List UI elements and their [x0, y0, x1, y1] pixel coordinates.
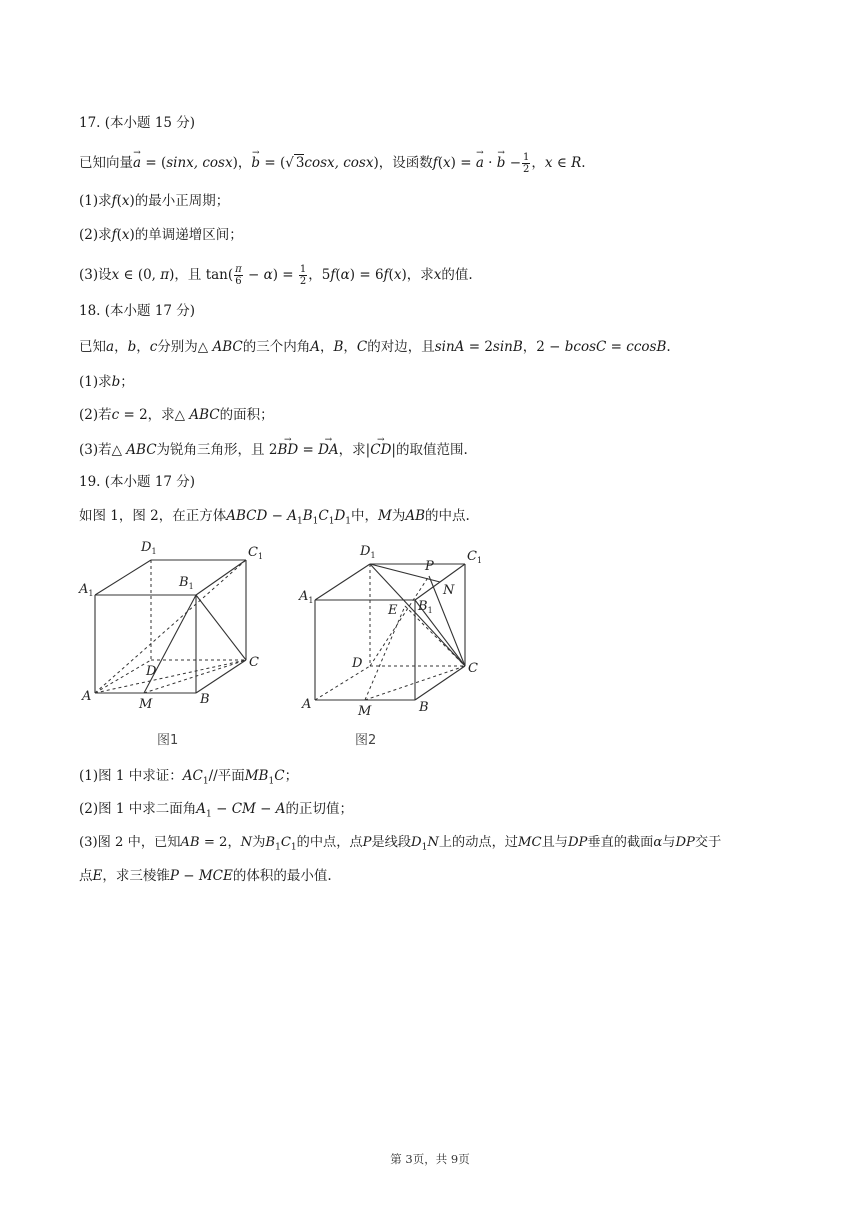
q18-title: 18. (本小题 17 分) — [79, 303, 196, 319]
label-D1: $D_1$ — [141, 540, 157, 556]
label-M: M — [358, 704, 372, 719]
edge-B1C1 — [196, 560, 246, 595]
label-B: B — [200, 692, 210, 707]
figure-2-cube — [295, 538, 495, 753]
q18-stem: 已知a，b，c分别为△ ABC的三个内角A，B，C的对边，且sinA = 2sinB，2 − bcosC = ccosB. — [79, 339, 671, 355]
label-C: C — [468, 661, 478, 676]
label-D1: $D_1$ — [360, 544, 376, 560]
label-A1: $A_1$ — [299, 589, 314, 605]
q19-part2: (2)图 1 中求二面角$A_1$ − CM − A的正切值； — [79, 801, 353, 820]
edge-A1D1 — [95, 560, 151, 595]
label-B1: $B_1$ — [418, 599, 433, 615]
segment-ME — [365, 606, 405, 700]
q17-part2: (2)求f(x)的单调递增区间； — [79, 227, 243, 243]
label-E: E — [388, 603, 398, 618]
label-M: M — [139, 697, 153, 712]
label-C1: $C_1$ — [248, 545, 264, 561]
label-N: N — [443, 583, 455, 598]
edge-BC — [415, 666, 465, 700]
q17-part3: (3)设x ∈ (0, π)，且 tan( $\frac{\pi}{6}$ − α) = $\frac{1}{2}$ ，5f(α) = 6f(x)，求x的值. — [79, 264, 473, 287]
q19-part3-line2: 点E，求三棱锥P − MCE的体积的最小值. — [79, 868, 332, 884]
segment-DP — [370, 576, 429, 666]
segment-D1C — [370, 564, 465, 666]
label-C: C — [249, 655, 259, 670]
label-D: D — [146, 664, 157, 679]
q17-part1: (1)求f(x)的最小正周期； — [79, 193, 230, 209]
figure-1-caption: 图1 — [157, 733, 179, 748]
hidden-edge-AD — [315, 666, 370, 700]
label-A1: $A_1$ — [79, 582, 94, 598]
q19-part1: (1)图 1 中求证：$AC_1//$平面$MB_1C$； — [79, 768, 299, 787]
segment-EC — [405, 606, 465, 666]
diagonal-AC1 — [95, 560, 246, 693]
edge-A1D1 — [315, 564, 370, 600]
figure-1-cube — [75, 533, 275, 753]
q17-title: 17. (本小题 15 分) — [79, 115, 196, 131]
edge-BC — [196, 660, 246, 693]
diagonal-AC — [95, 660, 246, 693]
figure-2-caption: 图2 — [355, 733, 377, 748]
q18-part1: (1)求b； — [79, 374, 134, 390]
segment-B1C — [196, 595, 246, 660]
q19-part3-line1: (3)图 2 中，已知AB = 2，N为$B_1C_1$的中点，点P是线段$D_1N$上的动点，过MC且与DP垂直的截面α与DP交于 — [79, 835, 722, 853]
q18-part3: (3)若△ ABC为锐角三角形，且 2→ BD = → DA，求|→ CD|的取值范围. — [79, 441, 468, 459]
label-C1: $C_1$ — [467, 549, 483, 565]
q18-part2: (2)若c = 2，求△ ABC的面积； — [79, 407, 274, 423]
q17-stem: 已知向量→ a = (sinx, cosx)，→ b = (√ 3cosx, cosx)，设函数f(x) = → a · → b − $\frac{1}{2}$ ，x ∈ R. — [79, 152, 586, 175]
q19-title: 19. (本小题 17 分) — [79, 474, 196, 490]
label-A: A — [302, 697, 312, 712]
q19-stem: 如图 1，图 2，在正方体ABCD − $A_1B_1C_1D_1$中，M为AB的中点. — [79, 508, 470, 527]
hidden-edge-AD — [95, 660, 151, 693]
label-D: D — [352, 656, 363, 671]
label-A: A — [82, 689, 92, 704]
label-P: P — [425, 559, 434, 574]
page-footer: 第 3页，共 9页 — [390, 1152, 470, 1166]
label-B: B — [419, 700, 429, 715]
label-B1: $B_1$ — [179, 575, 194, 591]
